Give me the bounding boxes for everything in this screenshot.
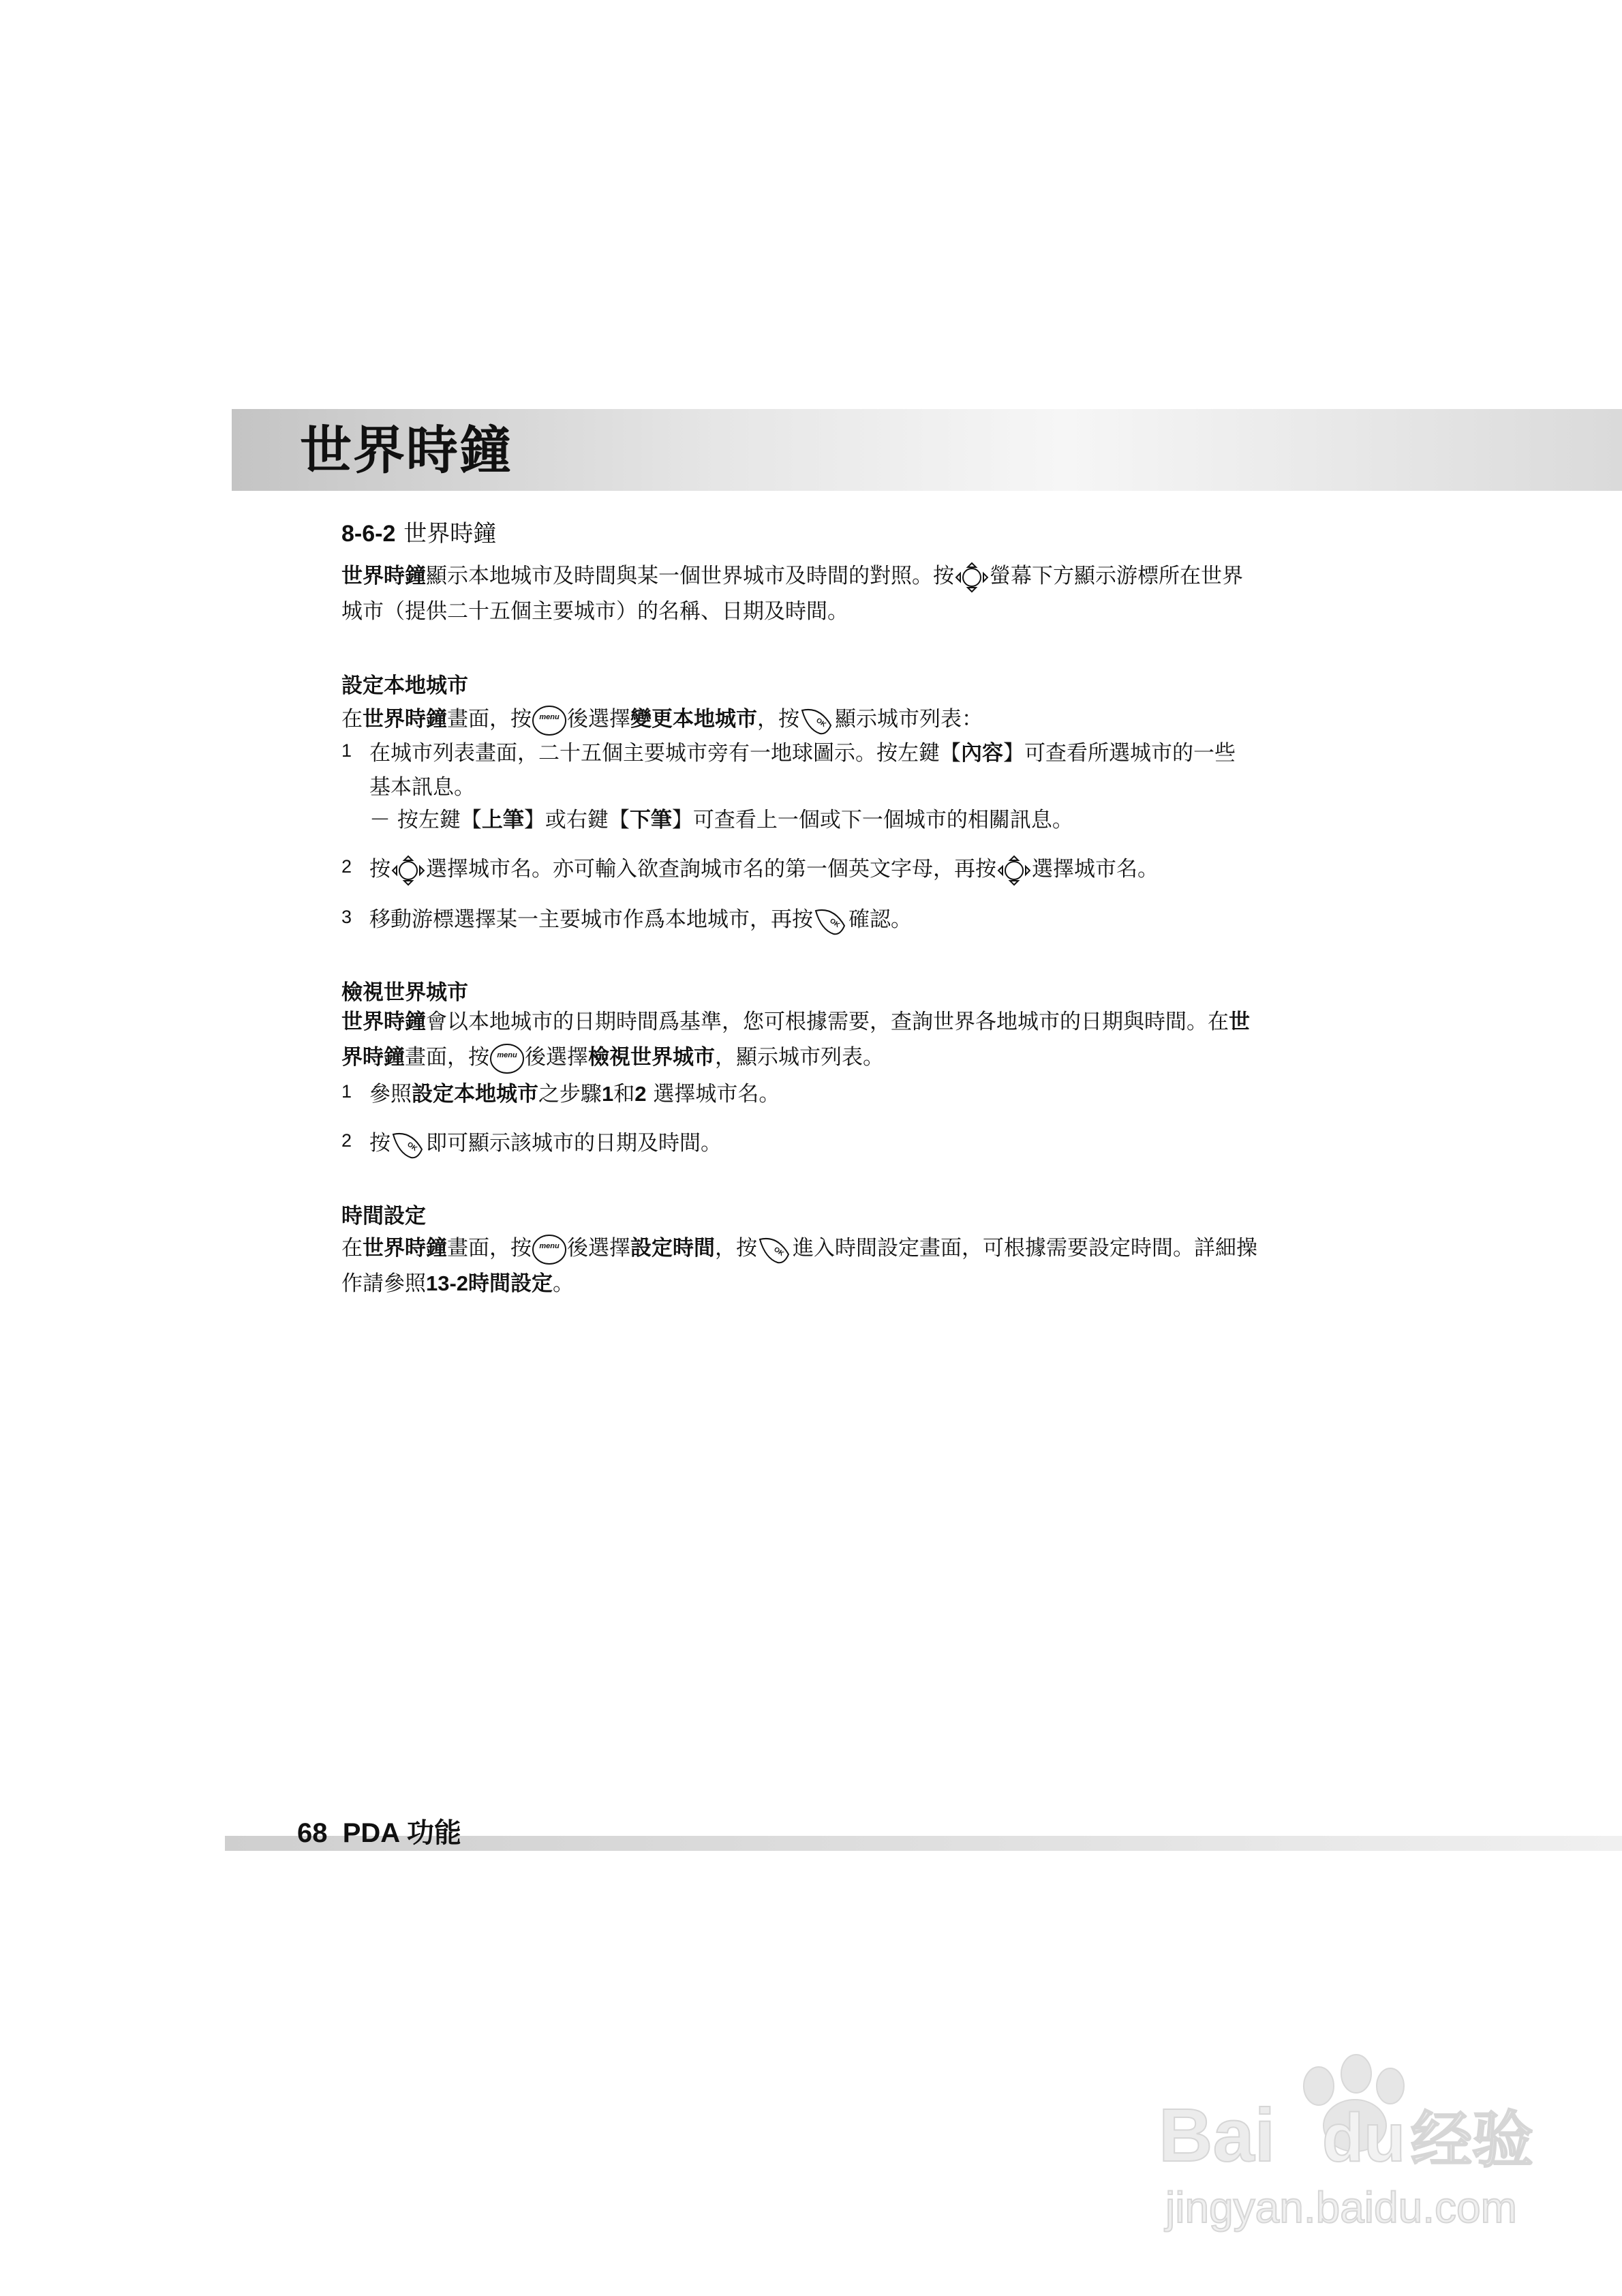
term: 世界時鐘 [363,1236,447,1260]
text: 】可查看上一個或下一個城市的相關訊息。 [671,808,1073,832]
svg-text:OK: OK [772,1245,785,1258]
nav-key-icon [996,855,1032,886]
term: 時間設定 [468,1271,553,1296]
time-set-heading: 時間設定 [341,1204,426,1228]
svg-text:menu: menu [497,1051,517,1059]
svg-text:OK: OK [828,916,841,929]
term: 變更本地城市 [630,707,757,731]
section-title: 世界時鐘 [403,520,497,547]
text: 後選擇 [567,1236,630,1260]
set-local-step1-line1 [369,736,1236,770]
text: 會以本地城市的日期時間爲基準，您可根據需要，查詢世界各地城市的日期與時間。在 [426,1010,1229,1034]
text: 後選擇 [525,1045,588,1070]
svg-text:Bai: Bai [1159,2094,1276,2177]
text: 選擇城市名。 [1032,857,1159,881]
section-number: 8-6-2 [341,521,396,547]
text: 】可查看所選城市的一些 [1003,741,1236,766]
menu-key-icon [532,704,567,737]
step-number: 1 [341,1081,352,1102]
intro-term: 世界時鐘 [341,564,426,588]
text: 作請參照 [341,1271,426,1296]
ok-key-icon [799,705,835,736]
text: 移動游標選擇某一主要城市作爲本地城市，再按 [369,907,813,932]
view-world-step2 [369,1126,722,1160]
text: 選擇城市名。 [653,1082,780,1106]
text: 進入時間設定畫面，可根據需要設定時間。詳細操 [793,1236,1257,1260]
set-local-step1-line2: 基本訊息。 [369,775,475,800]
text: 確認。 [848,907,912,932]
text: ，按 [715,1236,757,1260]
view-world-step1 [369,1077,780,1111]
text: 畫面，按 [405,1045,489,1070]
term: 下筆 [629,808,672,832]
footer-label: PDA 功能 [342,1818,461,1848]
page-number: 68 [297,1818,328,1848]
term: 上筆 [481,808,524,832]
baidu-jingyan-watermark [1152,2045,1561,2250]
ok-key-icon [813,905,848,937]
text: 之步驟 [538,1082,602,1106]
text: 即可顯示該城市的日期及時間。 [426,1131,722,1155]
text: ，顯示城市列表。 [715,1045,884,1070]
page-title: 世界時鐘 [300,420,512,481]
text: － 按左鍵【 [369,808,482,832]
menu-key-icon [532,1233,567,1266]
term: 2 [634,1082,647,1106]
svg-text:OK: OK [814,716,827,729]
term: 內容 [961,741,1003,766]
section-heading [341,515,496,548]
text: 參照 [369,1082,412,1106]
menu-key-icon [489,1042,525,1075]
term: 設定本地城市 [412,1082,538,1106]
text: 和 [613,1082,635,1106]
text: 在 [341,1236,363,1260]
term: 世界時鐘 [341,1010,426,1034]
svg-text:du: du [1322,2100,1406,2176]
set-local-step1-line3 [369,803,1073,837]
text: 。 [553,1271,575,1296]
step-number: 2 [341,1130,352,1151]
set-local-heading: 設定本地城市 [341,674,468,698]
svg-text:menu: menu [539,712,560,721]
ok-key-icon [391,1129,426,1160]
intro-line-2: 城市（提供二十五個主要城市）的名稱、日期及時間。 [341,599,848,624]
intro-line-1 [341,559,1243,593]
view-world-line1 [341,1005,1250,1039]
view-world-line2 [341,1040,884,1075]
intro-text-c: 螢幕下方顯示游標所在世界 [990,564,1243,588]
nav-key-icon [391,855,426,886]
set-local-step2 [369,852,1159,886]
ok-key-icon [757,1234,793,1265]
text: 選擇城市名。亦可輸入欲查詢城市名的第一個英文字母，再按 [426,857,996,881]
text: ，按 [757,707,799,731]
text: 畫面，按 [447,707,532,731]
view-world-heading: 檢視世界城市 [341,980,468,1005]
text: 按 [369,857,391,881]
text: 在 [341,707,363,731]
footer [297,1811,461,1850]
term: 1 [602,1082,614,1106]
text: 】或右鍵【 [523,808,630,832]
svg-text:menu: menu [539,1241,560,1250]
time-set-line2 [341,1267,574,1301]
nav-key-icon [954,562,990,593]
set-local-step3 [369,903,912,937]
text: 後選擇 [567,707,630,731]
svg-text:经验: 经验 [1411,2104,1533,2176]
time-set-line1 [341,1231,1257,1266]
step-number: 1 [341,740,352,761]
term: 世 [1229,1010,1250,1034]
text: 按 [369,1131,391,1155]
step-number: 2 [341,856,352,877]
step-number: 3 [341,907,352,927]
term: 檢視世界城市 [588,1045,715,1070]
text: 顯示城市列表： [835,707,983,731]
svg-text:OK: OK [406,1140,418,1153]
term: 世界時鐘 [363,707,447,731]
intro-text-a: 顯示本地城市及時間與某一個世界城市及時間的對照。按 [426,564,954,588]
svg-text:jingyan.baidu.com: jingyan.baidu.com [1165,2183,1517,2232]
set-local-intro [341,702,983,737]
text: 在城市列表畫面，二十五個主要城市旁有一地球圖示。按左鍵【 [369,741,961,766]
term: 設定時間 [630,1236,715,1260]
term: 界時鐘 [341,1045,405,1070]
text: 畫面，按 [447,1236,532,1260]
term: 13-2 [426,1271,469,1295]
